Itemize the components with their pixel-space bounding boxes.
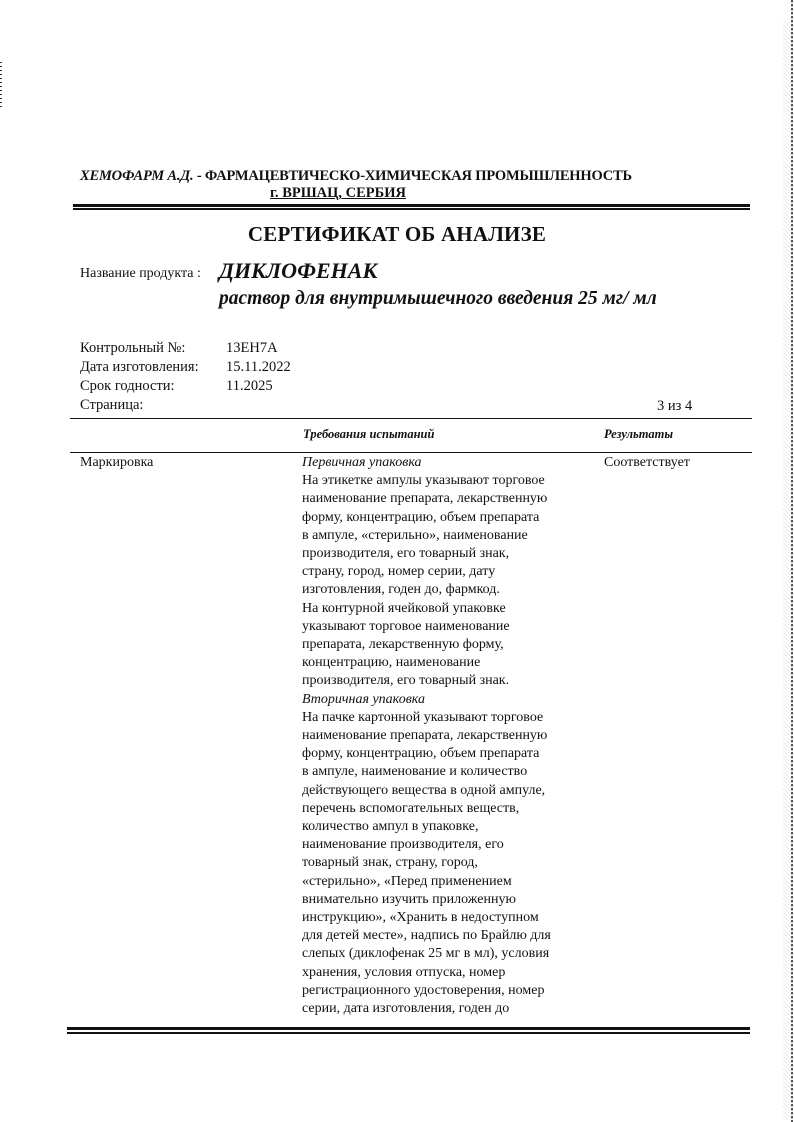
product-form: раствор для внутримышечного введения 25 мг/ мл — [219, 288, 657, 309]
manufacture-date-row — [80, 359, 291, 376]
requirement-subheading: Вторичная упаковка — [302, 691, 425, 707]
requirement-line: наименование препарата, лекарственную — [302, 491, 548, 507]
requirement-line: производителя, его товарный знак. — [302, 673, 510, 689]
requirement-line: инструкцию», «Хранить в недоступном — [302, 910, 539, 926]
requirement-line: концентрацию, наименование — [302, 655, 481, 671]
header-results: Результаты — [604, 427, 674, 441]
requirement-line: действующего вещества в одной ампуле, — [302, 782, 546, 798]
page-row — [80, 397, 226, 414]
scan-edge-shade — [783, 20, 791, 1120]
expiry-label: Срок годности: — [80, 378, 175, 394]
table-top-rule — [70, 418, 752, 419]
requirement-line: производителя, его товарный знак, — [302, 546, 510, 562]
test-result: Соответствует — [604, 455, 690, 470]
test-requirements — [302, 454, 602, 1018]
product-label: Название продукта : — [80, 266, 201, 281]
requirement-line: в ампуле, наименование и количество — [302, 764, 528, 780]
requirement-line: «стерильно», «Перед применением — [302, 873, 512, 889]
product-name: ДИКЛОФЕНАК — [219, 258, 378, 283]
company-city: г. ВРШАЦ, СЕРБИЯ — [270, 185, 406, 201]
header-rule — [73, 208, 750, 210]
requirement-line: страну, город, номер серии, дату — [302, 564, 496, 580]
page-label: Страница: — [80, 397, 144, 413]
requirement-line: На этикетке ампулы указывают торговое — [302, 473, 545, 489]
header-rule — [73, 204, 750, 207]
scan-edge-marks — [0, 62, 2, 110]
requirement-line: наименование производителя, его — [302, 837, 504, 853]
requirement-line: На контурной ячейковой упаковке — [302, 600, 506, 616]
footer-rule — [67, 1027, 750, 1030]
requirement-line: форму, концентрацию, объем препарата — [302, 746, 540, 762]
requirement-line: внимательно изучить приложенную — [302, 891, 516, 907]
document-title: СЕРТИФИКАТ ОБ АНАЛИЗЕ — [247, 222, 547, 246]
requirement-line: наименование препарата, лекарственную — [302, 728, 548, 744]
requirement-line: регистрационного удостоверения, номер — [302, 982, 545, 998]
requirement-line: На пачке картонной указывают торговое — [302, 709, 544, 725]
test-name: Маркировка — [80, 455, 154, 470]
requirement-line: хранения, условия отпуска, номер — [302, 964, 506, 980]
requirement-line: указывают торговое наименование — [302, 618, 510, 634]
header-requirements: Требования испытаний — [303, 427, 435, 441]
company-header — [80, 168, 700, 185]
requirement-line: для детей месте», надпись по Брайлю для — [302, 928, 551, 944]
scan-edge-border — [791, 0, 793, 1122]
expiry-value: 11.2025 — [226, 378, 273, 394]
requirement-line: форму, концентрацию, объем препарата — [302, 509, 540, 525]
requirement-line: товарный знак, страну, город, — [302, 855, 478, 871]
footer-rule — [67, 1032, 750, 1034]
control-number-row — [80, 340, 278, 357]
requirement-subheading: Первичная упаковка — [302, 455, 422, 470]
requirement-line: слепых (диклофенак 25 мг в мл), условия — [302, 946, 550, 962]
requirement-line: перечень вспомогательных веществ, — [302, 800, 520, 816]
company-name: ХЕМОФАРМ А.Д. — [80, 168, 194, 184]
requirement-line: количество ампул в упаковке, — [302, 819, 479, 835]
manufacture-date-label: Дата изготовления: — [80, 359, 199, 375]
requirement-line: в ампуле, «стерильно», наименование — [302, 527, 528, 543]
control-number-value: 13ЕН7А — [226, 340, 278, 356]
page-number: 3 из 4 — [657, 398, 693, 414]
requirement-line: препарата, лекарственную форму, — [302, 637, 504, 653]
requirement-line: серии, дата изготовления, годен до — [302, 1001, 510, 1017]
company-description: - ФАРМАЦЕВТИЧЕСКО-ХИМИЧЕСКАЯ ПРОМЫШЛЕННОСТЬ — [193, 168, 632, 184]
table-header-rule — [70, 452, 752, 453]
requirement-line: изготовления, годен до, фармкод. — [302, 582, 500, 598]
manufacture-date-value: 15.11.2022 — [226, 359, 291, 375]
control-number-label: Контрольный №: — [80, 340, 186, 356]
expiry-row — [80, 378, 273, 395]
